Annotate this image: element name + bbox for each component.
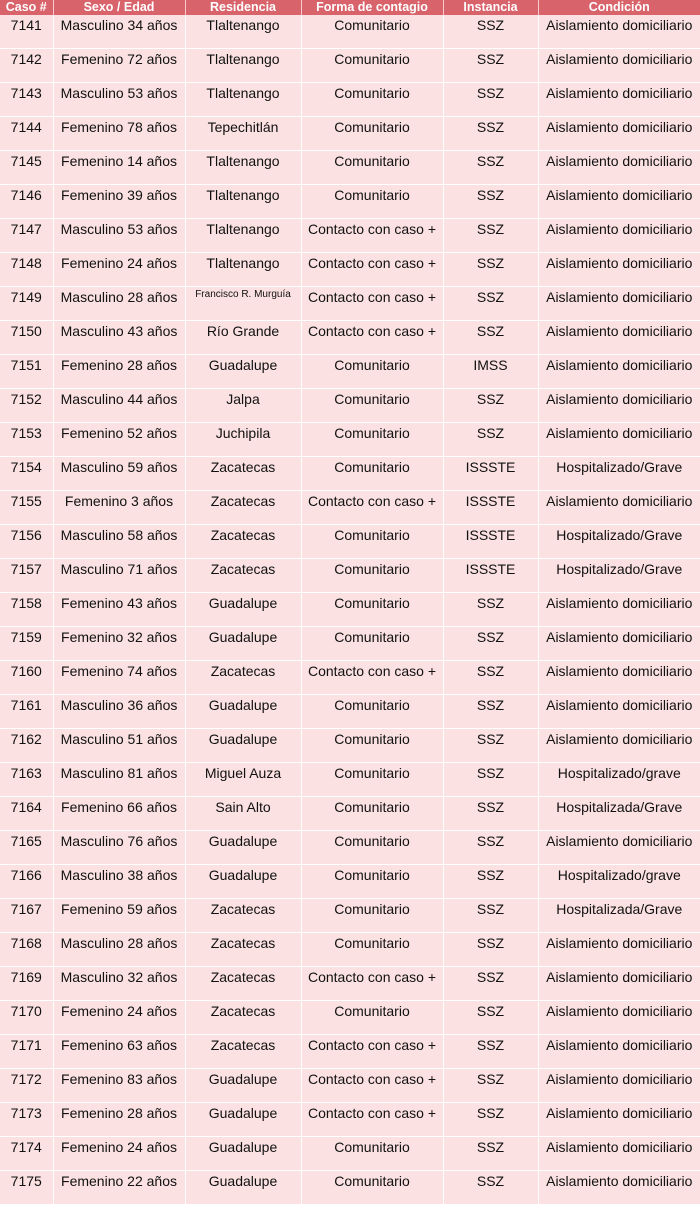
condition-cell: Aislamiento domiciliario [538, 1103, 700, 1137]
sex-age-cell: Femenino 32 años [53, 627, 185, 661]
residence-cell: Zacatecas [185, 1035, 301, 1069]
condition-cell: Hospitalizado/grave [538, 865, 700, 899]
table-row [0, 729, 700, 763]
institution-cell: ISSSTE [443, 525, 538, 559]
sex-age-cell: Femenino 24 años [53, 1001, 185, 1035]
table-row [0, 763, 700, 797]
residence-cell: Juchipila [185, 423, 301, 457]
contagion-cell: Comunitario [301, 49, 443, 83]
institution-cell: SSZ [443, 321, 538, 355]
table-row [0, 151, 700, 185]
condition-cell: Aislamiento domiciliario [538, 355, 700, 389]
institution-cell: SSZ [443, 49, 538, 83]
residence-cell: Jalpa [185, 389, 301, 423]
sex-age-cell: Masculino 51 años [53, 729, 185, 763]
institution-cell: SSZ [443, 933, 538, 967]
institution-cell: SSZ [443, 593, 538, 627]
residence-cell: Guadalupe [185, 831, 301, 865]
residence-cell: Tlaltenango [185, 253, 301, 287]
table-row [0, 219, 700, 253]
case-number-cell: 7141 [0, 15, 53, 49]
institution-cell: SSZ [443, 1001, 538, 1035]
header-row [0, 0, 700, 15]
institution-cell: SSZ [443, 83, 538, 117]
residence-cell: Tlaltenango [185, 219, 301, 253]
institution-cell: SSZ [443, 899, 538, 933]
institution-cell: SSZ [443, 219, 538, 253]
contagion-cell: Comunitario [301, 1001, 443, 1035]
table-row [0, 865, 700, 899]
condition-cell: Aislamiento domiciliario [538, 967, 700, 1001]
condition-cell: Aislamiento domiciliario [538, 729, 700, 763]
institution-cell: SSZ [443, 797, 538, 831]
residence-cell: Tlaltenango [185, 185, 301, 219]
case-number-cell: 7170 [0, 1001, 53, 1035]
case-number-cell: 7149 [0, 287, 53, 321]
residence-cell: Zacatecas [185, 559, 301, 593]
sex-age-cell: Masculino 36 años [53, 695, 185, 729]
institution-cell: ISSSTE [443, 457, 538, 491]
table-row [0, 525, 700, 559]
table-row [0, 1171, 700, 1205]
residence-cell: Tepechitlán [185, 117, 301, 151]
contagion-cell: Comunitario [301, 355, 443, 389]
case-number-cell: 7161 [0, 695, 53, 729]
contagion-cell: Comunitario [301, 423, 443, 457]
contagion-cell: Contacto con caso + [301, 661, 443, 695]
residence-cell: Zacatecas [185, 933, 301, 967]
contagion-cell: Comunitario [301, 389, 443, 423]
case-number-cell: 7169 [0, 967, 53, 1001]
institution-cell: SSZ [443, 661, 538, 695]
sex-age-cell: Masculino 53 años [53, 83, 185, 117]
institution-cell: SSZ [443, 287, 538, 321]
condition-cell: Hospitalizado/Grave [538, 457, 700, 491]
contagion-cell: Contacto con caso + [301, 253, 443, 287]
residence-cell: Guadalupe [185, 1137, 301, 1171]
header-sexo-edad: Sexo / Edad [53, 0, 185, 15]
case-number-cell: 7160 [0, 661, 53, 695]
residence-cell: Río Grande [185, 321, 301, 355]
sex-age-cell: Femenino 24 años [53, 1137, 185, 1171]
case-number-cell: 7163 [0, 763, 53, 797]
sex-age-cell: Masculino 28 años [53, 933, 185, 967]
condition-cell: Aislamiento domiciliario [538, 1001, 700, 1035]
residence-cell: Guadalupe [185, 1069, 301, 1103]
condition-cell: Aislamiento domiciliario [538, 831, 700, 865]
residence-cell: Guadalupe [185, 627, 301, 661]
table-row [0, 661, 700, 695]
contagion-cell: Contacto con caso + [301, 321, 443, 355]
residence-cell: Zacatecas [185, 457, 301, 491]
condition-cell: Hospitalizado/Grave [538, 559, 700, 593]
case-number-cell: 7167 [0, 899, 53, 933]
case-number-cell: 7157 [0, 559, 53, 593]
table-row [0, 797, 700, 831]
case-number-cell: 7165 [0, 831, 53, 865]
case-number-cell: 7147 [0, 219, 53, 253]
residence-cell: Miguel Auza [185, 763, 301, 797]
condition-cell: Aislamiento domiciliario [538, 151, 700, 185]
sex-age-cell: Masculino 76 años [53, 831, 185, 865]
sex-age-cell: Femenino 14 años [53, 151, 185, 185]
sex-age-cell: Masculino 32 años [53, 967, 185, 1001]
condition-cell: Hospitalizado/Grave [538, 525, 700, 559]
residence-cell: Zacatecas [185, 525, 301, 559]
institution-cell: SSZ [443, 967, 538, 1001]
case-number-cell: 7158 [0, 593, 53, 627]
residence-cell: Guadalupe [185, 729, 301, 763]
condition-cell: Aislamiento domiciliario [538, 695, 700, 729]
contagion-cell: Contacto con caso + [301, 287, 443, 321]
table-row [0, 423, 700, 457]
institution-cell: IMSS [443, 355, 538, 389]
condition-cell: Aislamiento domiciliario [538, 117, 700, 151]
table-row [0, 253, 700, 287]
sex-age-cell: Masculino 59 años [53, 457, 185, 491]
sex-age-cell: Femenino 24 años [53, 253, 185, 287]
condition-cell: Hospitalizada/Grave [538, 797, 700, 831]
residence-cell: Zacatecas [185, 1001, 301, 1035]
sex-age-cell: Masculino 28 años [53, 287, 185, 321]
case-number-cell: 7175 [0, 1171, 53, 1205]
case-number-cell: 7159 [0, 627, 53, 661]
header-caso: Caso # [0, 0, 53, 15]
case-number-cell: 7166 [0, 865, 53, 899]
header-residencia: Residencia [185, 0, 301, 15]
case-number-cell: 7142 [0, 49, 53, 83]
institution-cell: SSZ [443, 1103, 538, 1137]
table-row [0, 491, 700, 525]
residence-cell: Zacatecas [185, 661, 301, 695]
case-number-cell: 7172 [0, 1069, 53, 1103]
sex-age-cell: Masculino 58 años [53, 525, 185, 559]
table-row [0, 185, 700, 219]
case-number-cell: 7148 [0, 253, 53, 287]
case-number-cell: 7154 [0, 457, 53, 491]
condition-cell: Aislamiento domiciliario [538, 49, 700, 83]
residence-cell: Tlaltenango [185, 15, 301, 49]
table-row [0, 83, 700, 117]
institution-cell: SSZ [443, 117, 538, 151]
residence-cell: Tlaltenango [185, 49, 301, 83]
sex-age-cell: Masculino 71 años [53, 559, 185, 593]
condition-cell: Aislamiento domiciliario [538, 321, 700, 355]
table-row [0, 967, 700, 1001]
case-number-cell: 7156 [0, 525, 53, 559]
residence-cell: Guadalupe [185, 1103, 301, 1137]
contagion-cell: Comunitario [301, 763, 443, 797]
sex-age-cell: Masculino 81 años [53, 763, 185, 797]
contagion-cell: Comunitario [301, 899, 443, 933]
contagion-cell: Contacto con caso + [301, 491, 443, 525]
institution-cell: SSZ [443, 15, 538, 49]
sex-age-cell: Femenino 72 años [53, 49, 185, 83]
contagion-cell: Contacto con caso + [301, 1035, 443, 1069]
case-number-cell: 7168 [0, 933, 53, 967]
contagion-cell: Contacto con caso + [301, 1069, 443, 1103]
condition-cell: Aislamiento domiciliario [538, 661, 700, 695]
institution-cell: SSZ [443, 1069, 538, 1103]
residence-cell: Francisco R. Murguía [185, 287, 301, 321]
institution-cell: SSZ [443, 831, 538, 865]
contagion-cell: Comunitario [301, 831, 443, 865]
contagion-cell: Contacto con caso + [301, 967, 443, 1001]
case-number-cell: 7164 [0, 797, 53, 831]
table-row [0, 457, 700, 491]
residence-cell: Tlaltenango [185, 83, 301, 117]
condition-cell: Aislamiento domiciliario [538, 1035, 700, 1069]
condition-cell: Aislamiento domiciliario [538, 491, 700, 525]
residence-cell: Guadalupe [185, 865, 301, 899]
institution-cell: SSZ [443, 865, 538, 899]
table-row [0, 559, 700, 593]
header-forma-contagio: Forma de contagio [301, 0, 443, 15]
case-number-cell: 7150 [0, 321, 53, 355]
case-number-cell: 7152 [0, 389, 53, 423]
institution-cell: ISSSTE [443, 491, 538, 525]
condition-cell: Aislamiento domiciliario [538, 1171, 700, 1205]
residence-cell: Guadalupe [185, 1171, 301, 1205]
residence-cell: Zacatecas [185, 491, 301, 525]
case-number-cell: 7153 [0, 423, 53, 457]
condition-cell: Aislamiento domiciliario [538, 1137, 700, 1171]
table-row [0, 49, 700, 83]
institution-cell: SSZ [443, 389, 538, 423]
table-row [0, 117, 700, 151]
contagion-cell: Comunitario [301, 627, 443, 661]
contagion-cell: Contacto con caso + [301, 219, 443, 253]
residence-cell: Tlaltenango [185, 151, 301, 185]
case-number-cell: 7174 [0, 1137, 53, 1171]
institution-cell: SSZ [443, 151, 538, 185]
sex-age-cell: Femenino 66 años [53, 797, 185, 831]
sex-age-cell: Masculino 34 años [53, 15, 185, 49]
residence-cell: Zacatecas [185, 967, 301, 1001]
contagion-cell: Comunitario [301, 83, 443, 117]
condition-cell: Aislamiento domiciliario [538, 933, 700, 967]
table-row [0, 1103, 700, 1137]
condition-cell: Aislamiento domiciliario [538, 287, 700, 321]
contagion-cell: Comunitario [301, 559, 443, 593]
institution-cell: SSZ [443, 763, 538, 797]
case-number-cell: 7155 [0, 491, 53, 525]
table-row [0, 593, 700, 627]
condition-cell: Aislamiento domiciliario [538, 253, 700, 287]
contagion-cell: Comunitario [301, 185, 443, 219]
condition-cell: Aislamiento domiciliario [538, 593, 700, 627]
institution-cell: SSZ [443, 729, 538, 763]
table-row [0, 695, 700, 729]
institution-cell: SSZ [443, 627, 538, 661]
contagion-cell: Comunitario [301, 933, 443, 967]
table-row [0, 389, 700, 423]
institution-cell: SSZ [443, 423, 538, 457]
sex-age-cell: Femenino 3 años [53, 491, 185, 525]
sex-age-cell: Femenino 74 años [53, 661, 185, 695]
table-row [0, 15, 700, 49]
table-row [0, 355, 700, 389]
table-row [0, 321, 700, 355]
table-body [0, 15, 700, 1205]
institution-cell: SSZ [443, 1171, 538, 1205]
sex-age-cell: Masculino 38 años [53, 865, 185, 899]
sex-age-cell: Femenino 22 años [53, 1171, 185, 1205]
case-number-cell: 7144 [0, 117, 53, 151]
institution-cell: SSZ [443, 695, 538, 729]
condition-cell: Aislamiento domiciliario [538, 15, 700, 49]
institution-cell: ISSSTE [443, 559, 538, 593]
contagion-cell: Comunitario [301, 15, 443, 49]
case-number-cell: 7145 [0, 151, 53, 185]
condition-cell: Hospitalizada/Grave [538, 899, 700, 933]
case-number-cell: 7162 [0, 729, 53, 763]
condition-cell: Hospitalizado/grave [538, 763, 700, 797]
contagion-cell: Comunitario [301, 865, 443, 899]
contagion-cell: Comunitario [301, 593, 443, 627]
institution-cell: SSZ [443, 185, 538, 219]
contagion-cell: Comunitario [301, 797, 443, 831]
contagion-cell: Contacto con caso + [301, 1103, 443, 1137]
sex-age-cell: Masculino 43 años [53, 321, 185, 355]
table-header [0, 0, 700, 15]
case-number-cell: 7146 [0, 185, 53, 219]
residence-cell: Sain Alto [185, 797, 301, 831]
table-row [0, 831, 700, 865]
residence-cell: Guadalupe [185, 355, 301, 389]
condition-cell: Aislamiento domiciliario [538, 423, 700, 457]
table-row [0, 1069, 700, 1103]
sex-age-cell: Femenino 63 años [53, 1035, 185, 1069]
header-condicion: Condición [538, 0, 700, 15]
condition-cell: Aislamiento domiciliario [538, 1069, 700, 1103]
case-number-cell: 7171 [0, 1035, 53, 1069]
institution-cell: SSZ [443, 253, 538, 287]
table-row [0, 1137, 700, 1171]
sex-age-cell: Femenino 52 años [53, 423, 185, 457]
contagion-cell: Comunitario [301, 1171, 443, 1205]
residence-cell: Guadalupe [185, 695, 301, 729]
case-number-cell: 7173 [0, 1103, 53, 1137]
sex-age-cell: Femenino 78 años [53, 117, 185, 151]
contagion-cell: Comunitario [301, 117, 443, 151]
contagion-cell: Comunitario [301, 525, 443, 559]
residence-cell: Zacatecas [185, 899, 301, 933]
sex-age-cell: Masculino 44 años [53, 389, 185, 423]
table-row [0, 287, 700, 321]
case-number-cell: 7143 [0, 83, 53, 117]
sex-age-cell: Femenino 28 años [53, 1103, 185, 1137]
contagion-cell: Comunitario [301, 695, 443, 729]
condition-cell: Aislamiento domiciliario [538, 389, 700, 423]
institution-cell: SSZ [443, 1137, 538, 1171]
table-row [0, 1001, 700, 1035]
case-number-cell: 7151 [0, 355, 53, 389]
condition-cell: Aislamiento domiciliario [538, 219, 700, 253]
sex-age-cell: Femenino 28 años [53, 355, 185, 389]
contagion-cell: Comunitario [301, 729, 443, 763]
sex-age-cell: Femenino 59 años [53, 899, 185, 933]
sex-age-cell: Femenino 83 años [53, 1069, 185, 1103]
table-row [0, 1035, 700, 1069]
condition-cell: Aislamiento domiciliario [538, 627, 700, 661]
header-instancia: Instancia [443, 0, 538, 15]
contagion-cell: Comunitario [301, 457, 443, 491]
sex-age-cell: Masculino 53 años [53, 219, 185, 253]
contagion-cell: Comunitario [301, 151, 443, 185]
table-row [0, 933, 700, 967]
sex-age-cell: Femenino 43 años [53, 593, 185, 627]
sex-age-cell: Femenino 39 años [53, 185, 185, 219]
condition-cell: Aislamiento domiciliario [538, 83, 700, 117]
residence-cell: Guadalupe [185, 593, 301, 627]
institution-cell: SSZ [443, 1035, 538, 1069]
contagion-cell: Comunitario [301, 1137, 443, 1171]
table-row [0, 627, 700, 661]
table-row [0, 899, 700, 933]
condition-cell: Aislamiento domiciliario [538, 185, 700, 219]
